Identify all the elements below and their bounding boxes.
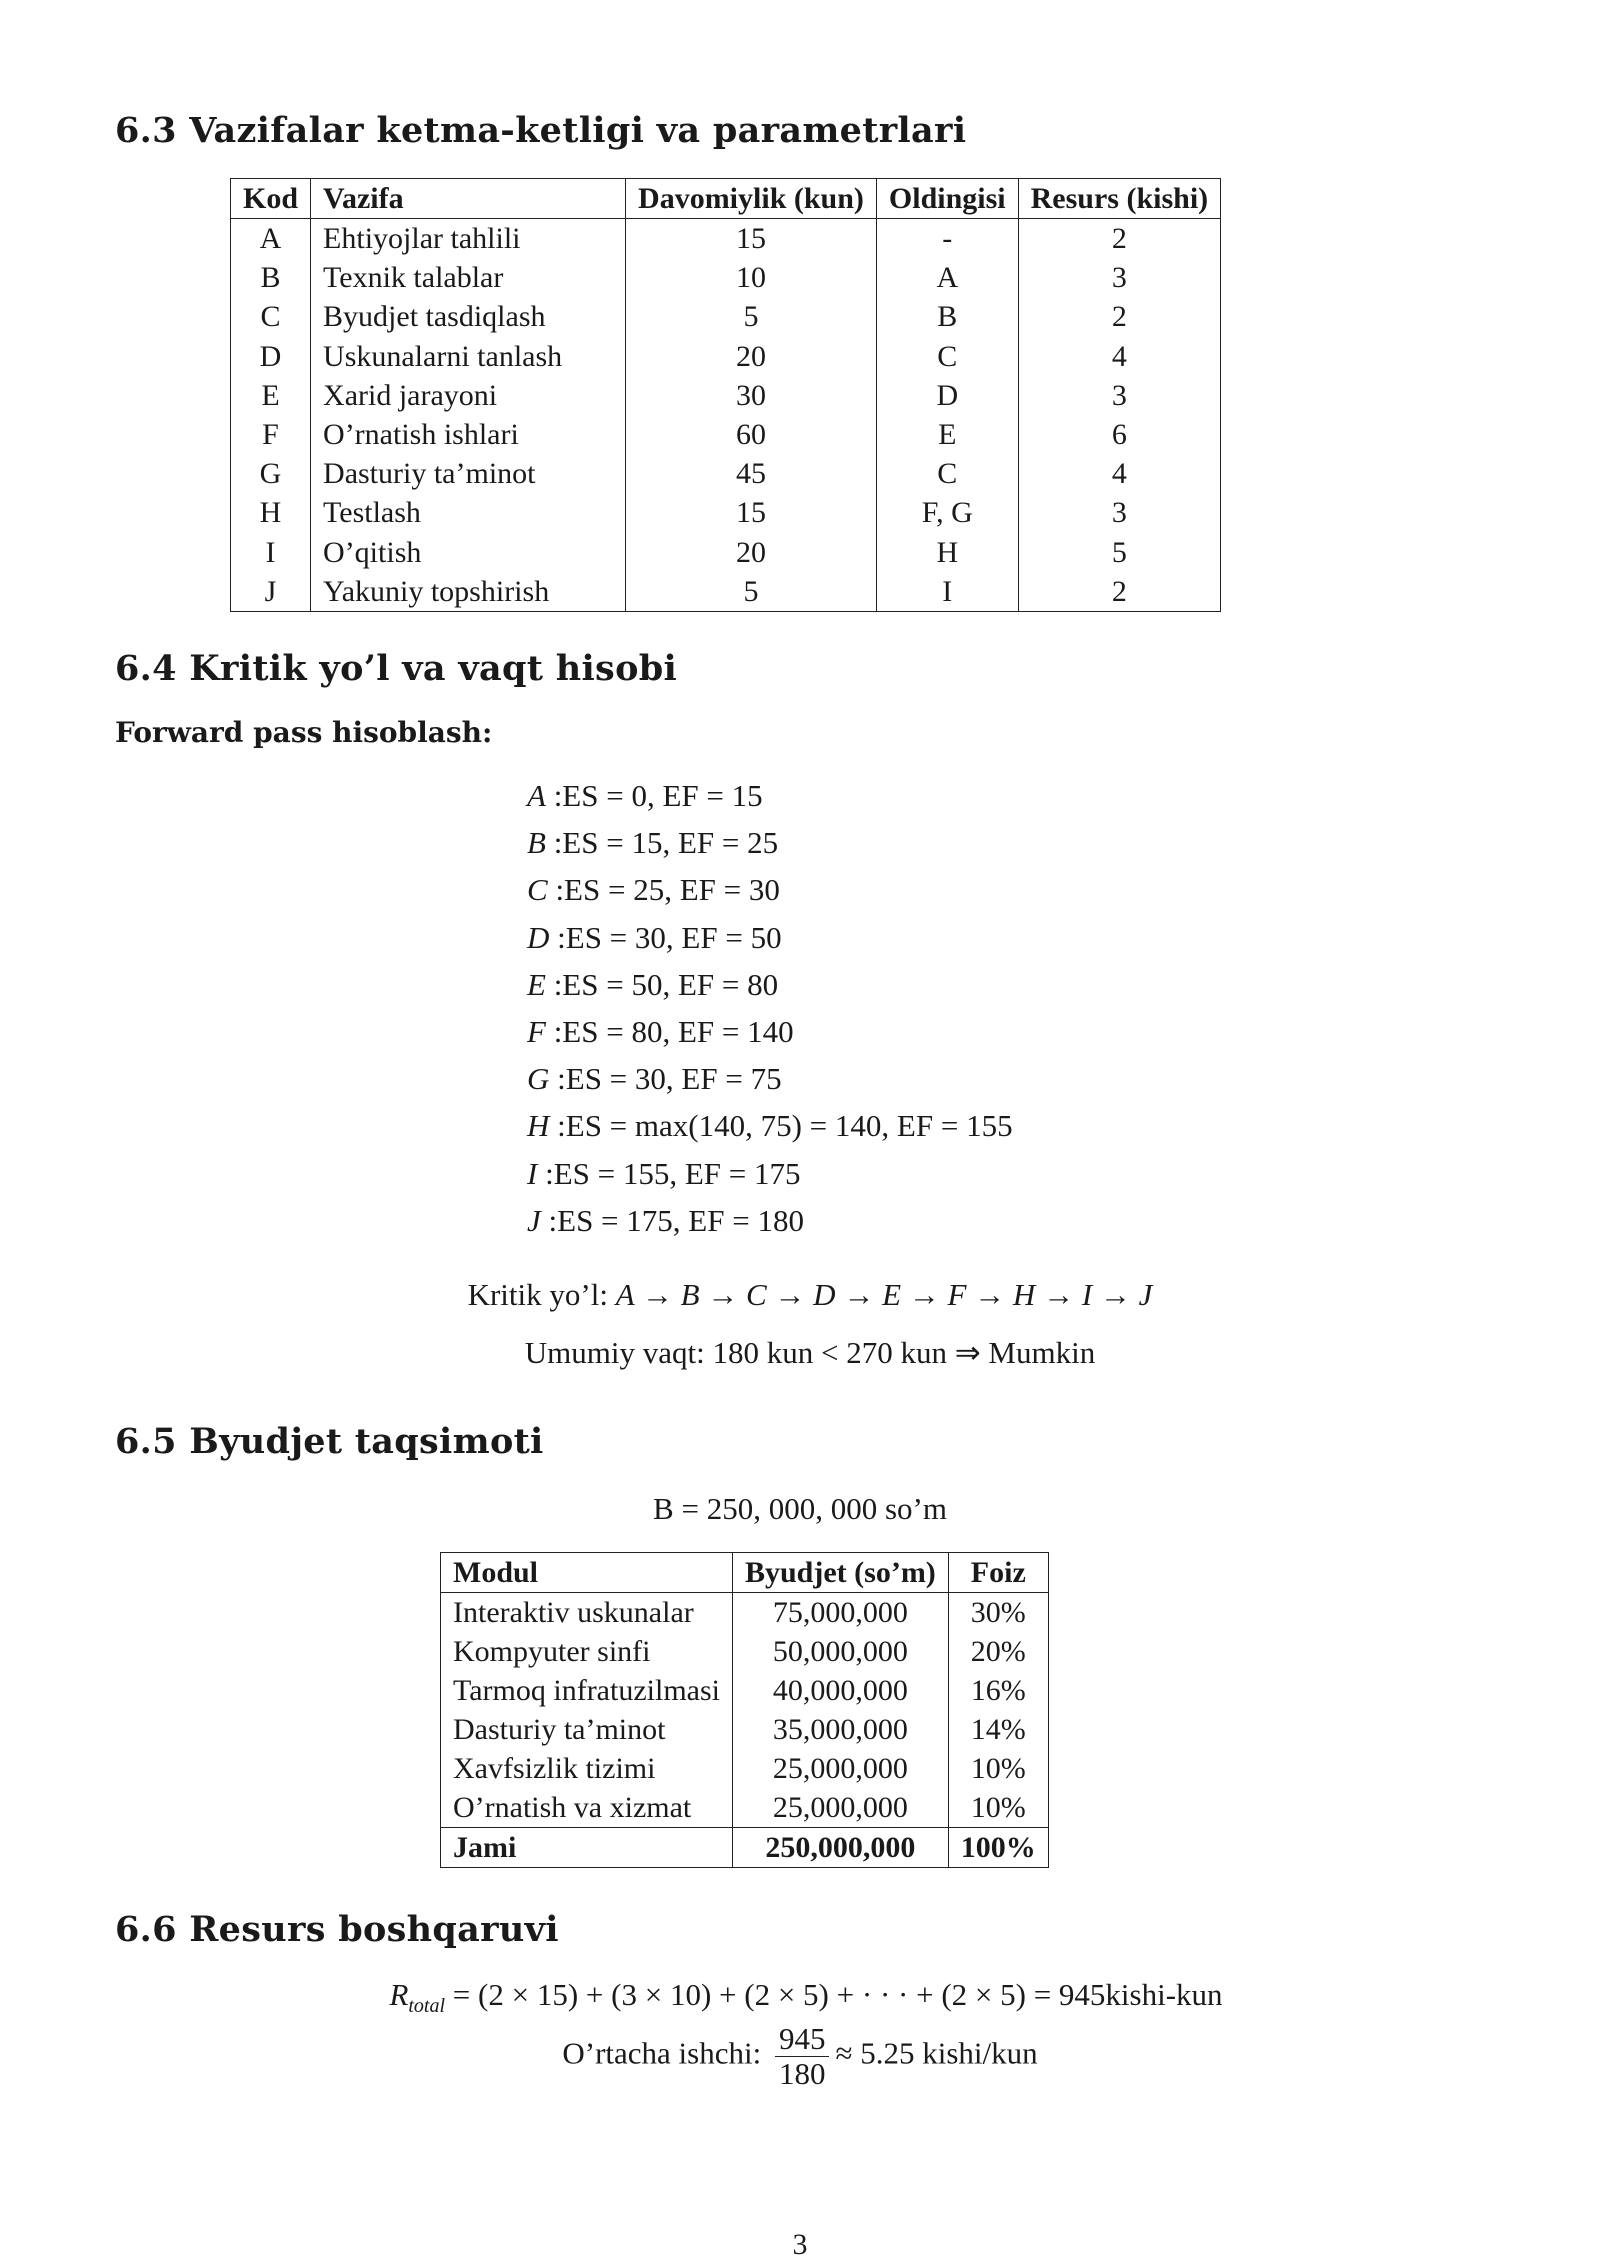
cell-kod: I [231, 533, 311, 572]
cell-vazifa: Testlash [311, 493, 626, 532]
forward-pass-line [527, 1108, 1013, 1144]
task-code: E [527, 966, 546, 1002]
table-row [231, 219, 1221, 259]
average-workers-result: ≈ 5.25 kishi/kun [835, 2035, 1038, 2071]
cell-byudjet: 75,000,000 [732, 1593, 948, 1633]
table-row [231, 572, 1221, 612]
cell-oldingisi: - [876, 219, 1018, 259]
cell-byudjet: 35,000,000 [732, 1710, 948, 1749]
cell-kod: D [231, 337, 311, 376]
resource-formula-rhs: = (2 × 15) + (3 × 10) + (2 × 5) + · · · + (2 × 5) = 945kishi-kun [445, 1977, 1223, 2012]
page-number: 3 [792, 2228, 808, 2261]
cell-resurs: 6 [1111, 418, 1127, 452]
task-code: B [527, 825, 546, 861]
task-code: C [527, 872, 548, 908]
table-row [231, 337, 1221, 376]
table-row [231, 415, 1221, 454]
cell-davomiylik: 15 [626, 219, 877, 259]
cell-resurs: 2 [1111, 300, 1127, 334]
resource-formula-subscript: total [408, 1995, 446, 2018]
cell-davomiylik: 30 [626, 376, 877, 415]
cell-modul: Kompyuter sinfi [441, 1632, 733, 1671]
average-workers-label: O’rtacha ishchi: [562, 2035, 769, 2071]
es-ef-expression: :ES = 0, EF = 15 [545, 778, 763, 813]
es-ef-expression: :ES = 25, EF = 30 [547, 872, 780, 908]
table-row [441, 1710, 1049, 1749]
average-workers-fraction [775, 2022, 830, 2091]
es-ef-expression: :ES = 175, EF = 180 [540, 1202, 804, 1238]
cell-oldingisi: I [876, 572, 1018, 612]
budget-table-header-row [441, 1553, 1049, 1593]
cell-foiz: 16% [970, 1674, 1026, 1707]
total-byudjet: 250,000,000 [732, 1828, 948, 1868]
cell-kod: G [231, 454, 311, 493]
budget-header-foiz: Foiz [948, 1553, 1048, 1593]
table-row [231, 376, 1221, 415]
forward-pass-line [527, 1014, 794, 1050]
es-ef-expression: :ES = 30, EF = 50 [549, 919, 782, 955]
cell-oldingisi: C [876, 337, 1018, 376]
cell-resurs: 3 [1111, 378, 1127, 412]
task-code: A [527, 778, 546, 813]
cell-foiz: 30% [970, 1596, 1026, 1629]
task-code: H [527, 1108, 550, 1144]
forward-pass-line [527, 920, 782, 956]
table-row [441, 1671, 1049, 1710]
cell-modul: Dasturiy ta’minot [441, 1710, 733, 1749]
cell-vazifa: O’qitish [311, 533, 626, 572]
es-ef-expression: :ES = 80, EF = 140 [545, 1014, 794, 1049]
tasks-table [230, 178, 1221, 612]
tasks-header-davomiylik: Davomiylik (kun) [626, 179, 877, 219]
table-row [441, 1749, 1049, 1788]
cell-resurs: 3 [1111, 261, 1127, 295]
forward-pass-subheading: Forward pass hisoblash: [115, 716, 493, 749]
tasks-header-resurs: Resurs (kishi) [1018, 179, 1221, 219]
section-heading-6-3: 6.3 Vazifalar ketma-ketligi va parametrlari [115, 110, 967, 151]
forward-pass-line [527, 1061, 782, 1097]
tasks-table-body [231, 219, 1221, 612]
tasks-table-header-row [231, 179, 1221, 219]
cell-oldingisi: A [876, 258, 1018, 297]
fraction-denominator: 180 [778, 2056, 826, 2091]
cell-oldingisi: H [876, 533, 1018, 572]
cell-oldingisi: B [876, 297, 1018, 336]
cell-modul: Tarmoq infratuzilmasi [441, 1671, 733, 1710]
cell-foiz: 10% [970, 1752, 1026, 1785]
budget-formula: B = 250, 000, 000 so’m [653, 1491, 947, 1526]
section-heading-6-6: 6.6 Resurs boshqaruvi [115, 1909, 559, 1950]
table-row [441, 1593, 1049, 1633]
cell-kod: H [231, 493, 311, 532]
table-row [231, 297, 1221, 336]
cell-resurs: 4 [1111, 457, 1127, 491]
total-foiz: 100% [948, 1828, 1048, 1868]
cell-byudjet: 25,000,000 [732, 1749, 948, 1788]
cell-vazifa: Ehtiyojlar tahlili [311, 219, 626, 259]
forward-pass-line [527, 1203, 804, 1239]
cell-kod: F [231, 415, 311, 454]
cell-vazifa: Yakuniy topshirish [311, 572, 626, 612]
cell-modul: Xavfsizlik tizimi [441, 1749, 733, 1788]
task-code: I [527, 1155, 538, 1191]
average-workers-line [0, 2022, 1600, 2091]
cell-davomiylik: 10 [626, 258, 877, 297]
task-code: D [527, 919, 550, 955]
cell-resurs: 2 [1111, 222, 1127, 255]
cell-vazifa: Texnik talablar [311, 258, 626, 297]
resource-formula-lhs: R [389, 1977, 409, 2012]
cell-davomiylik: 20 [626, 533, 877, 572]
cell-byudjet: 40,000,000 [732, 1671, 948, 1710]
task-code: F [527, 1014, 546, 1049]
cell-foiz: 10% [970, 1791, 1026, 1824]
table-row [441, 1788, 1049, 1828]
critical-path-sequence: A → B → C → D → E → F → H → I → J [615, 1277, 1153, 1312]
cell-kod: E [231, 376, 311, 415]
cell-kod: A [231, 219, 311, 259]
budget-table-body [441, 1593, 1049, 1868]
es-ef-expression: :ES = 155, EF = 175 [537, 1155, 801, 1191]
cell-davomiylik: 45 [626, 454, 877, 493]
cell-davomiylik: 5 [626, 572, 877, 612]
table-row [441, 1632, 1049, 1671]
cell-vazifa: Xarid jarayoni [311, 376, 626, 415]
cell-davomiylik: 5 [626, 297, 877, 336]
forward-pass-line [527, 872, 780, 908]
cell-kod: B [231, 258, 311, 297]
cell-kod: J [231, 572, 311, 612]
cell-foiz: 14% [970, 1713, 1026, 1746]
tasks-header-kod: Kod [231, 179, 311, 219]
forward-pass-line [527, 1156, 801, 1192]
es-ef-expression: :ES = max(140, 75) = 140, EF = 155 [549, 1108, 1013, 1144]
cell-vazifa: Uskunalarni tanlash [311, 337, 626, 376]
cell-resurs: 4 [1111, 339, 1127, 373]
cell-oldingisi: F, G [876, 493, 1018, 532]
forward-pass-line [527, 778, 763, 814]
budget-table [440, 1552, 1049, 1868]
critical-path-line [0, 1277, 1600, 1313]
task-code: G [527, 1061, 550, 1097]
section-heading-6-4: 6.4 Kritik yo’l va vaqt hisobi [115, 648, 678, 689]
tasks-header-oldingisi: Oldingisi [876, 179, 1018, 219]
cell-oldingisi: E [876, 415, 1018, 454]
cell-davomiylik: 15 [626, 493, 877, 532]
cell-byudjet: 25,000,000 [732, 1788, 948, 1828]
table-row [231, 258, 1221, 297]
forward-pass-line [527, 825, 778, 861]
es-ef-expression: :ES = 15, EF = 25 [545, 825, 779, 861]
cell-davomiylik: 20 [626, 337, 877, 376]
resource-formula [0, 1977, 1600, 2018]
cell-vazifa: O’rnatish ishlari [311, 415, 626, 454]
table-row [231, 493, 1221, 532]
table-total-row [441, 1828, 1049, 1868]
cell-byudjet: 50,000,000 [732, 1632, 948, 1671]
table-row [231, 454, 1221, 493]
task-code: J [527, 1202, 541, 1238]
cell-oldingisi: D [876, 376, 1018, 415]
table-row [231, 533, 1221, 572]
cell-resurs: 5 [1111, 535, 1127, 569]
section-heading-6-5: 6.5 Byudjet taqsimoti [115, 1421, 544, 1462]
cell-foiz: 20% [970, 1635, 1026, 1668]
budget-header-modul: Modul [441, 1553, 733, 1593]
cell-davomiylik: 60 [626, 415, 877, 454]
cell-modul: Interaktiv uskunalar [441, 1593, 733, 1633]
critical-path-label: Kritik yo’l: [467, 1277, 616, 1312]
cell-modul: O’rnatish va xizmat [441, 1788, 733, 1828]
es-ef-expression: :ES = 30, EF = 75 [549, 1061, 782, 1097]
budget-header-byudjet: Byudjet (so’m) [732, 1553, 948, 1593]
forward-pass-line [527, 967, 778, 1003]
cell-vazifa: Dasturiy ta’minot [311, 454, 626, 493]
cell-resurs: 2 [1111, 574, 1127, 608]
cell-oldingisi: C [876, 454, 1018, 493]
cell-vazifa: Byudjet tasdiqlash [311, 297, 626, 336]
cell-resurs: 3 [1111, 496, 1127, 530]
cell-kod: C [231, 297, 311, 336]
total-time-statement: Umumiy vaqt: 180 kun < 270 kun ⇒ Mumkin [524, 1335, 1096, 1370]
total-modul: Jami [441, 1828, 733, 1868]
tasks-header-vazifa: Vazifa [311, 179, 626, 219]
es-ef-expression: :ES = 50, EF = 80 [545, 966, 779, 1002]
fraction-numerator: 945 [775, 2022, 830, 2057]
